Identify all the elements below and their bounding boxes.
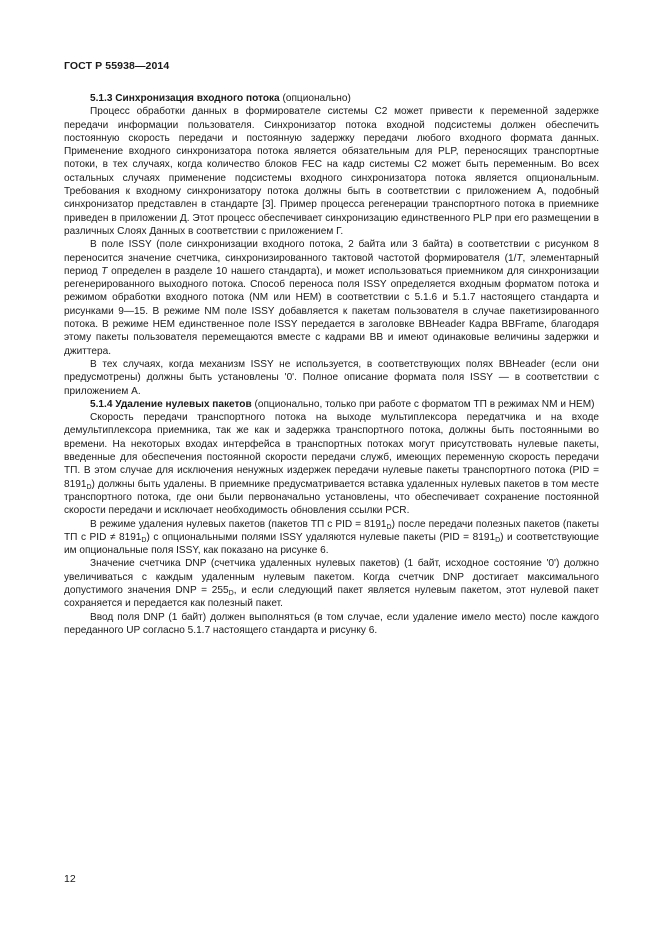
section-5-1-4-title-note: (опционально, только при работе с форматом ТП в режимах NM и HEM) xyxy=(251,398,595,410)
section-5-1-3-paragraph-2 xyxy=(64,238,599,358)
italic-symbol: T xyxy=(516,252,523,264)
section-5-1-4-paragraph-3 xyxy=(64,557,599,610)
subscript: D xyxy=(495,536,501,544)
section-5-1-3-paragraph-1: Процесс обработки данных в формирователе системы C2 может привести к переменной задержке передачи информации пользователя. Синхронизатор потока входной подсистемы должен обеспечить постоянную скорость передачи и постоянную задержку передачи любого входного формата данных. Применение входного синхронизатора потока является обязательным для PLP, переносящих транспортные потоки, в тех случаях, когда количество блоков FEC на кадр системы C2 может быть переменным. Во всех остальных случаях применение подсистемы входного синхронизатора потока является опциональным. Требования к входному синхронизатору потока должны быть в соответствии с приложением А, подобный синхронизатор представлен в стандарте [3]. Пример процесса регенерации транспортного потока в приемнике приведен в приложении Д. Этот процесс обеспечивает синхронизацию единственного PLP при его размещении в различных Слоях Данных в соответствии с приложением Г. xyxy=(64,106,599,237)
subscript: D xyxy=(386,523,392,531)
section-5-1-4-paragraph-2 xyxy=(64,518,599,558)
section-5-1-4-paragraph-1 xyxy=(64,411,599,517)
section-5-1-3-title: 5.1.3 Синхронизация входного потока xyxy=(90,93,280,104)
text-run: В режиме удаления нулевых пакетов (пакетов ТП с PID = 8191 xyxy=(90,518,387,530)
section-5-1-3-heading xyxy=(64,92,599,105)
standard-code-header: ГОСТ Р 55938—2014 xyxy=(64,60,170,72)
section-5-1-3-title-note: (опционально) xyxy=(279,93,351,104)
page-body xyxy=(64,92,599,637)
text-run: , элементарный период xyxy=(64,252,599,277)
section-5-1-4-heading xyxy=(64,398,599,411)
text-run: определен в разделе 10 нашего стандарта), и может использоваться приемником для синхронизации регенерированного выходного потока. Способ переноса поля ISSY определяется входным форматом потока и режимом обработки входного потока (NM или HEM) в соответствии с 5.1.6 и 5.1.7 настоящего стандарта и рисунками 9—15. В режиме NM поле ISSY добавляется к пакетам пользователя в случае пакетизированного потока. В режиме HEM единственное поле ISSY передается в заголовке BBHeader Кадра BBFrame, благодаря этому пакеты пользователя перемещаются вместе с кадрами BB и имеют одинаковые величины задержки и джиттера. xyxy=(64,265,600,357)
italic-symbol: T xyxy=(101,265,108,277)
text-run: ) после передачи полезных пакетов (пакеты ТП с PID ≠ 8191 xyxy=(64,518,600,543)
subscript: D xyxy=(86,483,92,491)
text-run: В поле ISSY (поле синхронизации входного потока, 2 байта или 3 байта) в соответствии с рисунком 8 переносится значение счетчика, синхронизированного тактовой частотой формирователя (1/ xyxy=(64,239,599,264)
section-5-1-4-title: 5.1.4 Удаление нулевых пакетов xyxy=(90,398,252,410)
section-5-1-4-paragraph-4: Ввод поля DNP (1 байт) должен выполняться (в том случае, если удаление имело место) после каждого переданного UP согласно 5.1.7 настоящего стандарта и рисунку 6. xyxy=(64,611,599,636)
text-run: ) с опциональными полями ISSY удаляются нулевые пакеты (PID = 8191 xyxy=(146,531,496,543)
text-run: ) должны быть удалены. В приемнике предусматривается вставка удаленных нулевых пакетов в том месте транспортного потока, где они были первоначально установлены, что обеспечивает сохранение постоянной скорости передачи и исключает необходимость обновления ссылки PCR. xyxy=(64,478,599,517)
subscript: D xyxy=(141,536,147,544)
text-run: Скорость передачи транспортного потока на выходе мультиплексора передатчика и на входе демультиплексора приемника, так же как и задержка транспортного потока, должны быть постоянными во времени. На некоторых входах интерфейса в транспортных потоках могут присутствовать нулевые пакеты, введенные для обеспечения постоянной скорости передачи служб, имеющих переменную скорость передачи ТП. В этом случае для исключения ненужных издержек передачи нулевые пакеты транспортного потока (PID = 8191 xyxy=(64,412,599,490)
text-run: ) и соответствующие им опциональные поля ISSY, как показано на рисунке 6. xyxy=(64,531,599,557)
text-run: Значение счетчика DNP (счетчика удаленных нулевых пакетов) (1 байт, исходное состояние '0') должно увеличиваться с каждым удаленным нулевым пакетом. Когда счетчик DNP достигает максимального допустимого значения DNP = 255 xyxy=(64,558,599,596)
subscript: D xyxy=(228,589,234,597)
section-5-1-3-paragraph-3: В тех случаях, когда механизм ISSY не используется, в соответствующих полях BBHeader (если они предусмотрены) должны быть установлены '0'. Полное описание формата поля ISSY — в соответствии с приложением А. xyxy=(64,358,599,397)
text-run: , и если следующий пакет является нулевым пакетом, этот нулевой пакет сохраняется и передается как полезный пакет. xyxy=(64,584,599,610)
page-number: 12 xyxy=(64,873,76,885)
